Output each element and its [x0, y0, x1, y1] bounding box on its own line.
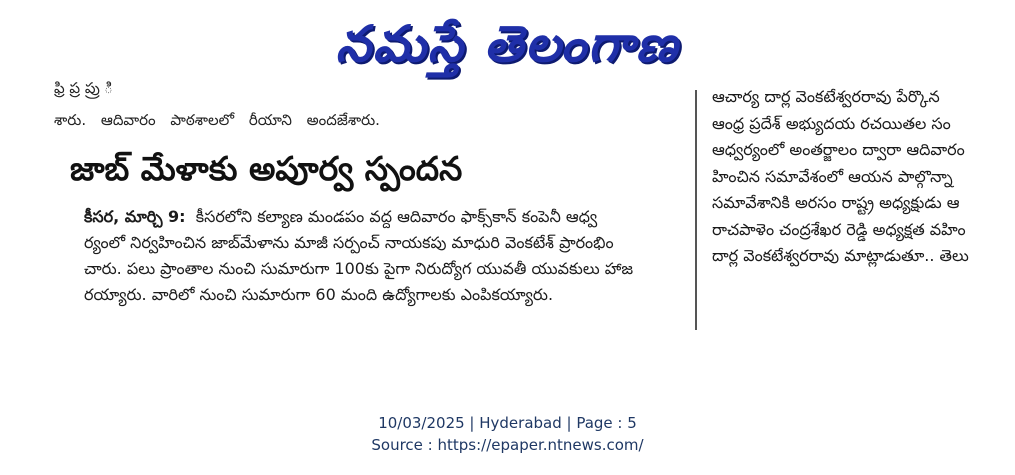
left-article-clipping	[40, 79, 680, 330]
article-line: రయ్యారు. వారిలో నుంచి సుమారుగా 60 మంది ఉద్యోగాలకు ఎంపికయ్యారు.	[84, 285, 554, 304]
column-divider	[695, 90, 697, 330]
right-article-line: ఆంధ్ర ప్రదేశ్ అభ్యుదయ రచయితల సం	[712, 113, 951, 133]
right-article-body	[712, 84, 969, 270]
article-line	[84, 204, 678, 230]
cut-off-text-line: ఫ్రి ప్ర ప్రు ి	[54, 79, 113, 97]
article-line: చారు. పలు ప్రాంతాల నుంచి సుమారుగా 100కు పైగా నిరుద్యోగ యువతీ యువకులు హాజ	[84, 259, 634, 278]
source-link[interactable]: Source : https://epaper.ntnews.com/	[371, 436, 644, 454]
source-footer	[0, 412, 1015, 456]
article-line: ర్యంలో నిర్వహించిన జాబ్‌మేళాను మాజీ సర్పంచ్ నాయకపు మాధురి వెంకటేశ్ ప్రారంభిం	[84, 233, 614, 252]
right-article-line: సమావేశానికి అరసం రాష్ట్ర అధ్యక్షుడు ఆ	[712, 193, 960, 212]
article-dateline: కీసర, మార్చి 9:	[84, 207, 186, 226]
article-line-text: కీసరలోని కల్యాణ మండపం వద్ద ఆదివారం ఫాక్స్‌కాన్ కంపెనీ ఆధ్వ	[195, 207, 598, 226]
article-headline: జాబ్ మేళాకు అపూర్వ స్పందన	[70, 149, 463, 188]
article-body	[84, 204, 678, 308]
right-article-line: దార్ల వెంకటేశ్వరరావు మాట్లాడుతూ.. తెలు	[712, 246, 969, 265]
right-article-line: రాచపాళెం చంద్రశేఖర రెడ్డి అధ్యక్షత వహిం	[712, 219, 966, 239]
edition-info: 10/03/2025 | Hyderabad | Page : 5	[378, 414, 637, 432]
previous-article-tail: శారు. ఆదివారం పాఠశాలలో రీయాని అందజేశారు.	[54, 111, 380, 129]
right-article-line: ఆధ్వర్యంలో అంతర్జాలం ద్వారా ఆదివారం	[712, 140, 965, 159]
right-article-clipping	[712, 87, 1015, 330]
masthead-title: నమస్తే తెలంగాణ	[335, 15, 680, 73]
right-article-line: హించిన సమావేశంలో ఆయన పాల్గొన్నా	[712, 166, 953, 186]
right-article-line: ఆచార్య దార్ల వెంకటేశ్వరరావు పేర్కొన	[712, 87, 940, 106]
newspaper-masthead	[0, 4, 1015, 88]
